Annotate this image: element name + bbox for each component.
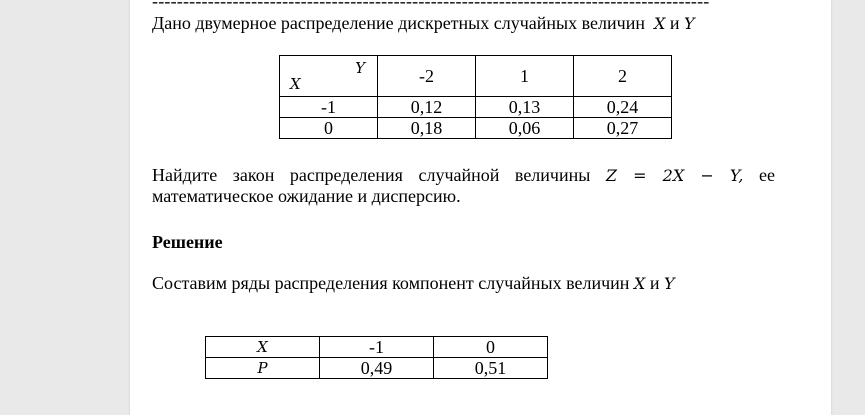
- components-paragraph: [152, 273, 675, 294]
- joint-row: [280, 97, 672, 118]
- task-paragraph: [152, 165, 775, 206]
- joint-header-row: [280, 56, 672, 97]
- separator-line: ------------------------------------------------------------------------------------------: [152, 0, 710, 11]
- series-x-value: -1: [320, 337, 434, 358]
- components-and: и: [649, 273, 660, 293]
- series-p-label: P: [206, 358, 320, 379]
- series-probability: 0,51: [434, 358, 548, 379]
- y-value-cell: 2: [574, 56, 672, 97]
- task-text: Найдите закон распределения случайной величины: [152, 165, 591, 185]
- task-line-end: ее: [759, 165, 776, 185]
- probability-cell: 0,12: [378, 97, 476, 118]
- intro-var-x: X: [653, 14, 666, 33]
- task-formula: Z = 2X − Y,: [605, 166, 744, 185]
- x-distribution-series-table: [205, 336, 548, 379]
- document-page: [130, 0, 831, 415]
- x-value-cell: 0: [280, 118, 378, 139]
- probability-cell: 0,27: [574, 118, 672, 139]
- series-probability-row: [206, 358, 548, 379]
- probability-cell: 0,18: [378, 118, 476, 139]
- probability-cell: 0,06: [476, 118, 574, 139]
- y-value-cell: -2: [378, 56, 476, 97]
- intro-and: и: [669, 13, 680, 33]
- x-value-cell: -1: [280, 97, 378, 118]
- joint-corner-cell: [280, 56, 378, 97]
- intro-var-y: Y: [684, 14, 695, 33]
- series-probability: 0,49: [320, 358, 434, 379]
- joint-row: [280, 118, 672, 139]
- intro-text: Дано двумерное распределение дискретных случайных величин: [152, 13, 645, 33]
- task-line-2: математическое ожидание и дисперсию.: [152, 186, 461, 206]
- corner-y-label: Y: [355, 59, 365, 77]
- series-x-label: X: [206, 337, 320, 358]
- components-var-x: X: [633, 274, 646, 293]
- corner-x-label: X: [290, 75, 301, 93]
- task-line-1: [152, 165, 775, 186]
- series-header-row: [206, 337, 548, 358]
- y-value-cell: 1: [476, 56, 574, 97]
- components-var-y: Y: [663, 274, 675, 293]
- components-text: Составим ряды распределения компонент случайных величин: [152, 273, 630, 293]
- series-x-value: 0: [434, 337, 548, 358]
- joint-distribution-table: [279, 55, 672, 139]
- solution-heading: Решение: [152, 232, 223, 252]
- probability-cell: 0,13: [476, 97, 574, 118]
- probability-cell: 0,24: [574, 97, 672, 118]
- intro-paragraph: [152, 13, 695, 34]
